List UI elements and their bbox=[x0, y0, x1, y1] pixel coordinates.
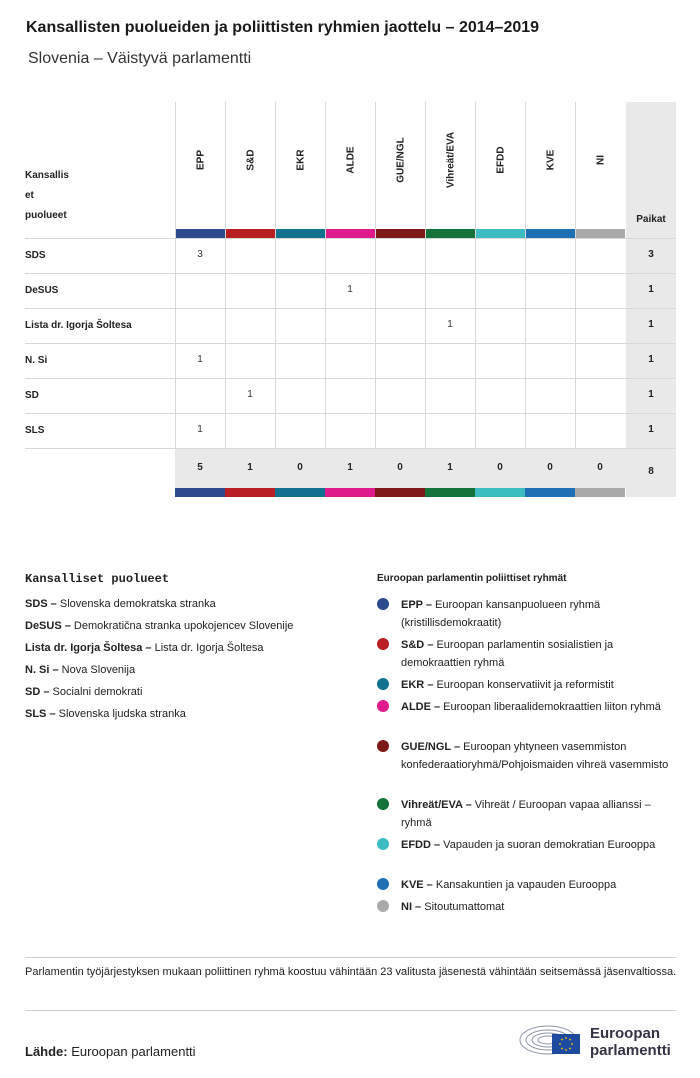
party-abbreviation: N. Si – bbox=[25, 664, 59, 676]
group-column-header bbox=[475, 102, 525, 238]
party-full-name: Slovenska ljudska stranka bbox=[55, 708, 186, 720]
row-total: 1 bbox=[648, 354, 654, 365]
party-column-header: Kansallis et puolueet bbox=[25, 170, 69, 221]
table-row bbox=[25, 378, 676, 413]
group-column-header bbox=[225, 102, 275, 238]
seat-count-cell: 1 bbox=[447, 319, 453, 330]
source-value: Euroopan parlamentti bbox=[71, 1044, 196, 1059]
group-column-header bbox=[425, 102, 475, 238]
eu-flag-icon bbox=[552, 1034, 580, 1054]
group-full-name: Euroopan liberaalidemokraattien liiton ryhmä bbox=[440, 701, 661, 713]
group-abbreviation: ALDE – bbox=[401, 701, 441, 713]
group-description bbox=[401, 876, 677, 894]
group-total: 0 bbox=[547, 462, 553, 473]
party-abbreviation: SD – bbox=[25, 686, 50, 698]
totals-row bbox=[25, 448, 676, 449]
group-total: 0 bbox=[297, 462, 303, 473]
group-total: 0 bbox=[597, 462, 603, 473]
group-abbreviation: S&D – bbox=[401, 639, 434, 651]
group-abbreviation: Vihreät/EVA – bbox=[401, 799, 472, 811]
group-column-header bbox=[375, 102, 425, 238]
divider bbox=[25, 957, 676, 958]
divider bbox=[25, 1010, 676, 1011]
group-column-header bbox=[575, 102, 625, 238]
group-full-name: Euroopan konservatiivit ja reformistit bbox=[433, 679, 614, 691]
group-color-bar bbox=[325, 488, 375, 497]
group-color-bar bbox=[225, 488, 275, 497]
group-color-bar bbox=[476, 229, 525, 238]
table-row bbox=[25, 238, 676, 273]
national-party-item bbox=[25, 642, 263, 654]
group-full-name: Euroopan parlamentin sosialistien ja demokraattien ryhmä bbox=[401, 639, 614, 669]
group-color-dot-icon bbox=[377, 740, 389, 752]
group-abbreviation: EPP – bbox=[401, 599, 432, 611]
group-color-bar bbox=[526, 229, 575, 238]
group-description bbox=[401, 676, 677, 694]
source-line bbox=[25, 1044, 196, 1059]
party-name: N. Si bbox=[25, 355, 48, 366]
group-label: EFDD bbox=[495, 146, 506, 174]
group-color-dot-icon bbox=[377, 798, 389, 810]
group-description bbox=[401, 636, 677, 672]
group-full-name: Euroopan kansanpuolueen ryhmä (kristillisdemokraatit) bbox=[401, 599, 601, 629]
seat-count-cell: 3 bbox=[197, 249, 203, 260]
party-full-name: Lista dr. Igorja Šoltesa bbox=[151, 642, 264, 654]
group-column-header bbox=[175, 102, 225, 238]
group-color-bar bbox=[326, 229, 375, 238]
table-row bbox=[25, 413, 676, 448]
party-abbreviation: SDS – bbox=[25, 598, 57, 610]
national-party-item bbox=[25, 620, 293, 632]
national-party-item bbox=[25, 708, 186, 720]
source-label: Lähde: bbox=[25, 1044, 68, 1059]
group-color-dot-icon bbox=[377, 700, 389, 712]
group-full-name: Sitoutumattomat bbox=[421, 901, 505, 913]
group-description bbox=[401, 898, 677, 916]
party-abbreviation: SLS – bbox=[25, 708, 56, 720]
group-abbreviation: GUE/NGL – bbox=[401, 741, 461, 753]
seat-count-cell: 1 bbox=[347, 284, 353, 295]
national-party-item bbox=[25, 598, 216, 610]
group-total: 1 bbox=[247, 462, 253, 473]
group-total: 0 bbox=[397, 462, 403, 473]
group-description bbox=[401, 698, 677, 716]
group-color-dot-icon bbox=[377, 638, 389, 650]
group-column-header bbox=[325, 102, 375, 238]
seats-column-header: Paikat bbox=[636, 214, 666, 225]
group-description bbox=[401, 836, 677, 854]
party-full-name: Demokratična stranka upokojencev Slovenije bbox=[70, 620, 294, 632]
party-full-name: Socialni demokrati bbox=[49, 686, 143, 698]
group-color-dot-icon bbox=[377, 838, 389, 850]
group-label: Vihreät/EVA bbox=[445, 131, 456, 189]
group-color-bar bbox=[525, 488, 575, 497]
group-total: 1 bbox=[347, 462, 353, 473]
group-label: NI bbox=[595, 155, 606, 165]
table-row bbox=[25, 308, 676, 343]
logo-line2: parlamentti bbox=[590, 1042, 671, 1059]
party-full-name: Slovenska demokratska stranka bbox=[56, 598, 216, 610]
group-full-name: Kansakuntien ja vapauden Eurooppa bbox=[432, 879, 617, 891]
group-label: GUE/NGL bbox=[395, 137, 406, 183]
seat-distribution-table bbox=[0, 0, 700, 520]
group-color-bar bbox=[226, 229, 275, 238]
seat-count-cell: 1 bbox=[197, 424, 203, 435]
group-color-bar bbox=[176, 229, 225, 238]
group-description bbox=[401, 596, 677, 632]
group-label: EKR bbox=[295, 149, 306, 171]
group-color-dot-icon bbox=[377, 598, 389, 610]
group-abbreviation: KVE – bbox=[401, 879, 433, 891]
group-color-bar bbox=[575, 488, 625, 497]
row-total: 3 bbox=[648, 249, 654, 260]
party-name: SDS bbox=[25, 250, 46, 261]
group-color-bar bbox=[576, 229, 625, 238]
footnote: Parlamentin työjärjestyksen mukaan poliittinen ryhmä koostuu vähintään 23 valitusta jäsenestä vähintään seitsemässä jäsenvaltiossa. bbox=[25, 966, 677, 978]
row-total: 1 bbox=[648, 319, 654, 330]
group-color-bar bbox=[275, 488, 325, 497]
grand-total: 8 bbox=[648, 466, 654, 477]
group-label: KVE bbox=[545, 149, 556, 171]
group-legend-title: Euroopan parlamentin poliittiset ryhmät bbox=[377, 573, 567, 584]
group-label: EPP bbox=[195, 149, 206, 171]
chart-subtitle: Slovenia – Väistyvä parlamentti bbox=[28, 50, 252, 67]
seat-count-cell: 1 bbox=[197, 354, 203, 365]
group-label: ALDE bbox=[345, 146, 356, 174]
group-description bbox=[401, 738, 677, 774]
group-abbreviation: NI – bbox=[401, 901, 422, 913]
group-color-bar bbox=[425, 488, 475, 497]
group-label: S&D bbox=[245, 149, 256, 171]
group-total: 5 bbox=[197, 462, 203, 473]
group-color-bar bbox=[426, 229, 475, 238]
row-total: 1 bbox=[648, 424, 654, 435]
group-full-name: Euroopan yhtyneen vasemmiston konfederaatioryhmä/Pohjoismaiden vihreä vasemmisto bbox=[401, 741, 669, 771]
group-description bbox=[401, 796, 677, 832]
group-abbreviation: EFDD – bbox=[401, 839, 441, 851]
party-name: SD bbox=[25, 390, 39, 401]
party-abbreviation: Lista dr. Igorja Šoltesa – bbox=[25, 642, 152, 654]
group-color-dot-icon bbox=[377, 900, 389, 912]
logo-text bbox=[590, 1025, 671, 1059]
party-name: SLS bbox=[25, 425, 45, 436]
party-name: DeSUS bbox=[25, 285, 59, 296]
logo-line1: Euroopan bbox=[590, 1025, 660, 1042]
group-column-header bbox=[525, 102, 575, 238]
group-color-bar bbox=[376, 229, 425, 238]
national-party-item bbox=[25, 686, 142, 698]
group-full-name: Vihreät / Euroopan vapaa allianssi – ryhmä bbox=[401, 799, 651, 829]
party-name: Lista dr. Igorja Šoltesa bbox=[25, 320, 132, 331]
group-color-dot-icon bbox=[377, 878, 389, 890]
group-total: 1 bbox=[447, 462, 453, 473]
national-party-item bbox=[25, 664, 135, 676]
chart-title: Kansallisten puolueiden ja poliittisten ryhmien jaottelu – 2014–2019 bbox=[26, 19, 540, 36]
group-column-header bbox=[275, 102, 325, 238]
group-color-bar bbox=[375, 488, 425, 497]
parliament-hemicycle-icon bbox=[518, 1020, 588, 1060]
group-color-dot-icon bbox=[377, 678, 389, 690]
group-abbreviation: EKR – bbox=[401, 679, 434, 691]
group-total: 0 bbox=[497, 462, 503, 473]
row-total: 1 bbox=[648, 389, 654, 400]
seat-count-cell: 1 bbox=[247, 389, 253, 400]
party-full-name: Nova Slovenija bbox=[58, 664, 136, 676]
group-color-bar bbox=[175, 488, 225, 497]
national-legend-title: Kansalliset puolueet bbox=[25, 572, 170, 586]
party-abbreviation: DeSUS – bbox=[25, 620, 71, 632]
group-color-bar bbox=[276, 229, 325, 238]
group-full-name: Vapauden ja suoran demokratian Eurooppa bbox=[440, 839, 656, 851]
row-total: 1 bbox=[648, 284, 654, 295]
table-row bbox=[25, 343, 676, 378]
group-color-bar bbox=[475, 488, 525, 497]
